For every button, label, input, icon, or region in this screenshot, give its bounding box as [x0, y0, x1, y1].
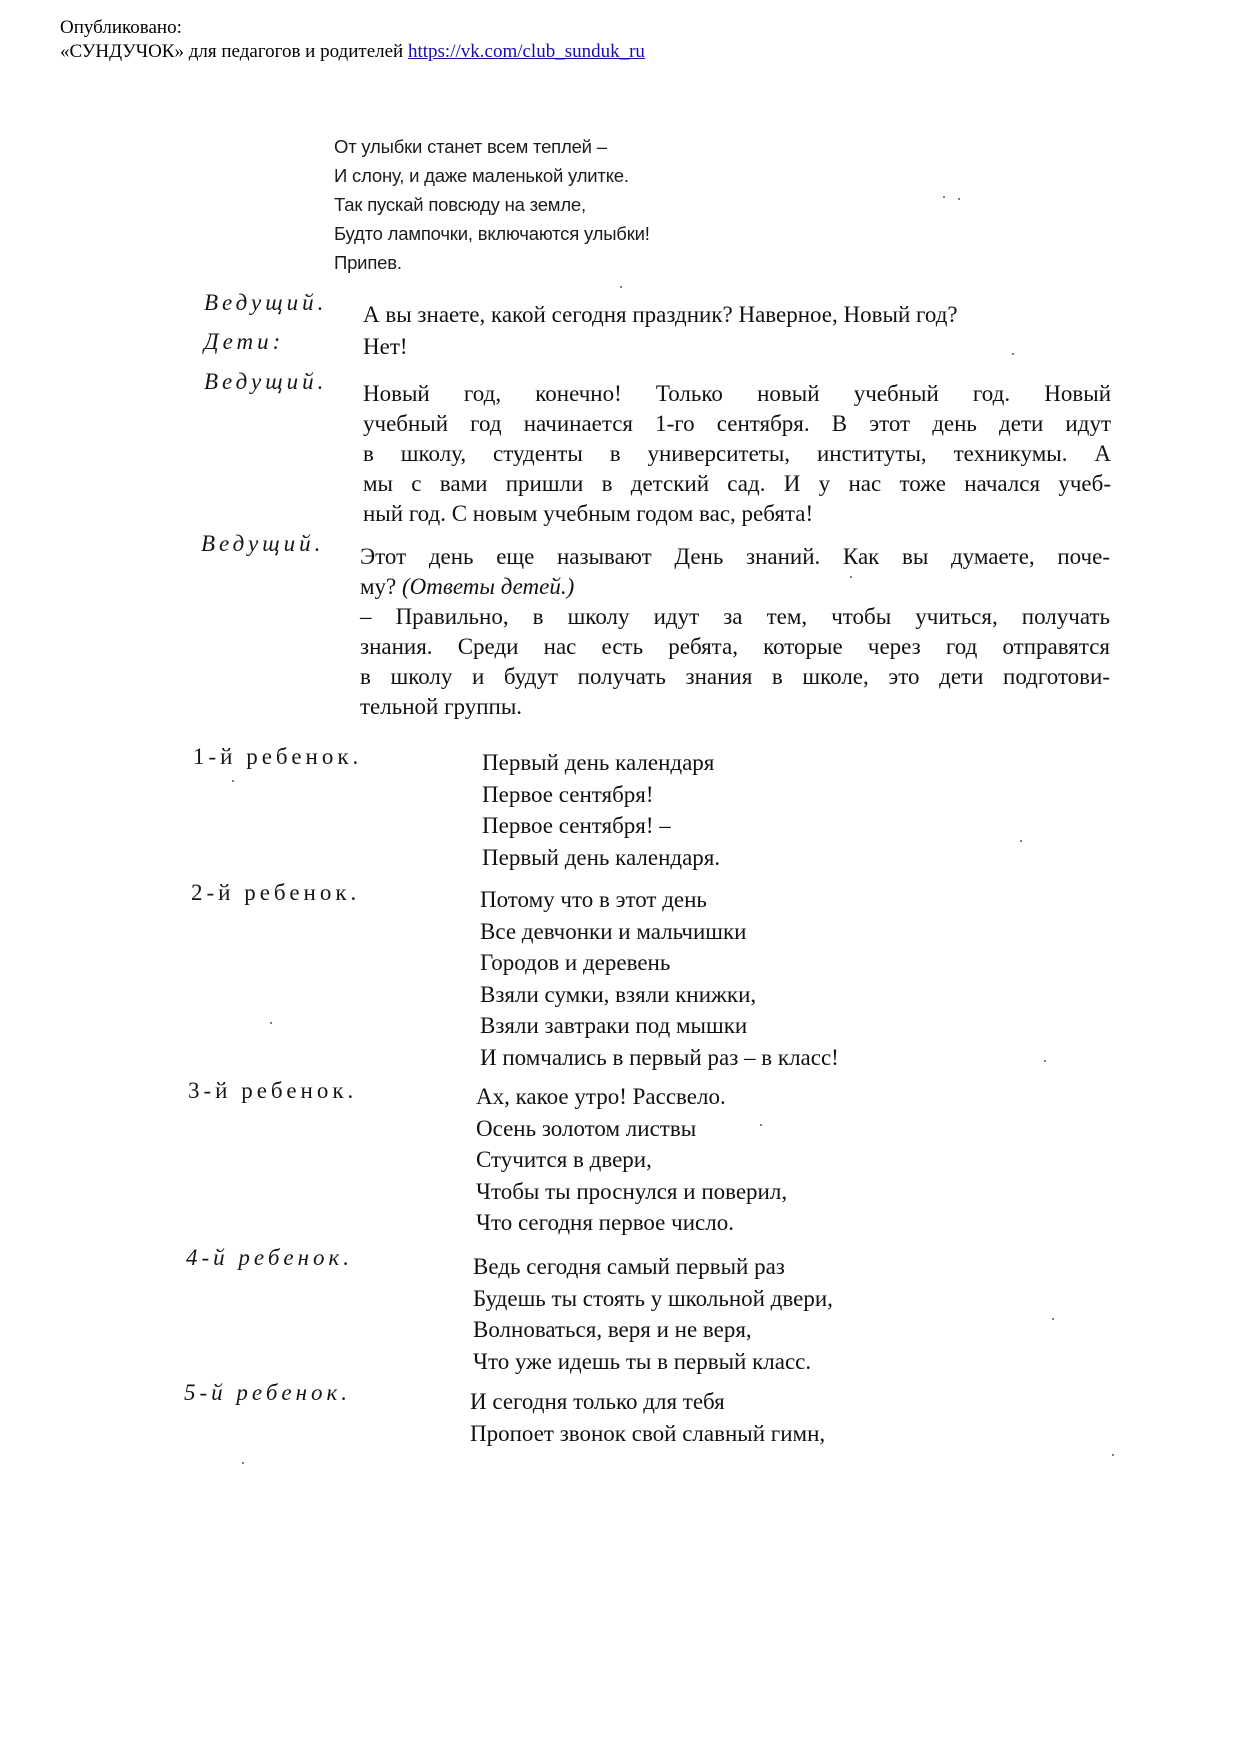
scan-speck: [850, 576, 852, 578]
poem-line: Что уже идешь ты в первый класс.: [473, 1348, 812, 1374]
child-3-poem: [476, 1081, 787, 1239]
verse-line: От улыбки станет всем теплей –: [334, 136, 607, 157]
child-2-poem: [480, 884, 839, 1073]
dialogue-line: в школу и будут получать знания в школе, это дети подготови-: [360, 664, 1110, 689]
song-verse: [334, 132, 650, 277]
scan-speck: [958, 198, 960, 200]
poem-line: Что сегодня первое число.: [476, 1210, 734, 1235]
scan-speck: [760, 1124, 762, 1126]
verse-line: Припев.: [334, 252, 402, 273]
scan-speck: [270, 1022, 272, 1024]
verse-line: Будто лампочки, включаются улыбки!: [334, 223, 650, 244]
published-label: Опубликовано:: [60, 17, 182, 38]
poem-line: Стучится в двери,: [476, 1147, 652, 1172]
publisher-line: [60, 40, 645, 64]
publisher-link[interactable]: https://vk.com/club_sunduk_ru: [407, 41, 645, 62]
dialogue-line: Этот день еще называют День знаний. Как вы думаете, поче-: [360, 544, 1110, 569]
poem-line: Пропоет звонок свой славный гимн,: [470, 1420, 826, 1446]
dialogue-line: – Правильно, в школу идут за тем, чтобы учиться, получать: [360, 604, 1110, 629]
scan-speck: [943, 196, 945, 198]
speaker-child-3: 3-й ребенок.: [188, 1078, 358, 1103]
speaker-child-1: 1-й ребенок.: [193, 744, 363, 769]
host-line-2: [363, 379, 1111, 529]
dialogue-line: Новый год, конечно! Только новый учебный год. Новый: [363, 381, 1111, 406]
scan-speck: [1052, 1318, 1054, 1320]
poem-line: Взяли завтраки под мышки: [480, 1013, 748, 1038]
stage-direction: (Ответы детей.): [402, 574, 575, 599]
poem-line: Ведь сегодня самый первый раз: [473, 1254, 785, 1279]
speaker-child-5: 5-й ребенок.: [184, 1380, 352, 1405]
poem-line: Первое сентября! –: [482, 813, 671, 838]
poem-line: Будешь ты стоять у школьной двери,: [473, 1285, 833, 1311]
dialogue-line: А вы знаете, какой сегодня праздник? Наверное, Новый год?: [363, 302, 958, 327]
poem-line: Ах, какое утро! Рассвело.: [476, 1084, 726, 1109]
verse-line: Так пускай повсюду на земле,: [334, 194, 586, 215]
dialogue-line: [360, 572, 1110, 602]
speaker-children: Дети:: [204, 329, 285, 354]
host-line-3: [360, 542, 1110, 722]
dialogue-line: Нет!: [363, 334, 408, 359]
dialogue-line: мы с вами пришли в детский сад. И у нас тоже начался учеб-: [363, 471, 1111, 496]
dialogue-line: тельной группы.: [360, 694, 523, 719]
dialogue-line: учебный год начинается 1-го сентября. В этот день дети идут: [363, 411, 1111, 436]
poem-line: Все девчонки и мальчишки: [480, 918, 747, 944]
publisher-name: «СУНДУЧОК» для педагогов и родителей: [60, 41, 404, 62]
scan-speck: [232, 780, 234, 782]
dialogue-line: знания. Среди нас есть ребята, которые через год отправятся: [360, 634, 1110, 659]
poem-line: Первое сентября!: [482, 781, 654, 807]
scan-speck: [1112, 1454, 1114, 1456]
scan-speck: [620, 286, 622, 288]
poem-line: Первый день календаря: [482, 750, 715, 775]
poem-line: Потому что в этот день: [480, 887, 707, 912]
child-5-poem: [470, 1386, 825, 1449]
scan-speck: [1044, 1060, 1046, 1062]
poem-line: Городов и деревень: [480, 950, 671, 975]
speaker-host: Ведущий.: [204, 290, 328, 315]
child-4-poem: [473, 1251, 833, 1377]
poem-line: Чтобы ты проснулся и поверил,: [476, 1178, 788, 1204]
speaker-child-2: 2-й ребенок.: [191, 880, 361, 905]
scan-speck: [1020, 840, 1022, 842]
host-line-1: [363, 300, 958, 330]
poem-line: Волноваться, веря и не веря,: [473, 1317, 752, 1342]
poem-line: И сегодня только для тебя: [470, 1389, 725, 1414]
dialogue-line: в школу, студенты в университеты, институты, техникумы. А: [363, 441, 1111, 466]
publication-header: [60, 16, 645, 64]
poem-line: Первый день календаря.: [482, 844, 721, 870]
dialogue-line-start: му?: [360, 574, 397, 599]
scan-speck: [1012, 353, 1014, 355]
speaker-child-4: 4-й ребенок.: [186, 1245, 354, 1270]
poem-line: И помчались в первый раз – в класс!: [480, 1044, 839, 1070]
scan-speck: [242, 1462, 244, 1464]
children-line: [363, 332, 408, 362]
speaker-host: Ведущий.: [204, 369, 328, 394]
poem-line: Взяли сумки, взяли книжки,: [480, 981, 757, 1007]
poem-line: Осень золотом листвы: [476, 1115, 697, 1141]
child-1-poem: [482, 747, 720, 873]
verse-line: И слону, и даже маленькой улитке.: [334, 165, 629, 186]
speaker-host: Ведущий.: [201, 531, 325, 556]
dialogue-line: ный год. С новым учебным годом вас, ребята!: [363, 501, 814, 526]
